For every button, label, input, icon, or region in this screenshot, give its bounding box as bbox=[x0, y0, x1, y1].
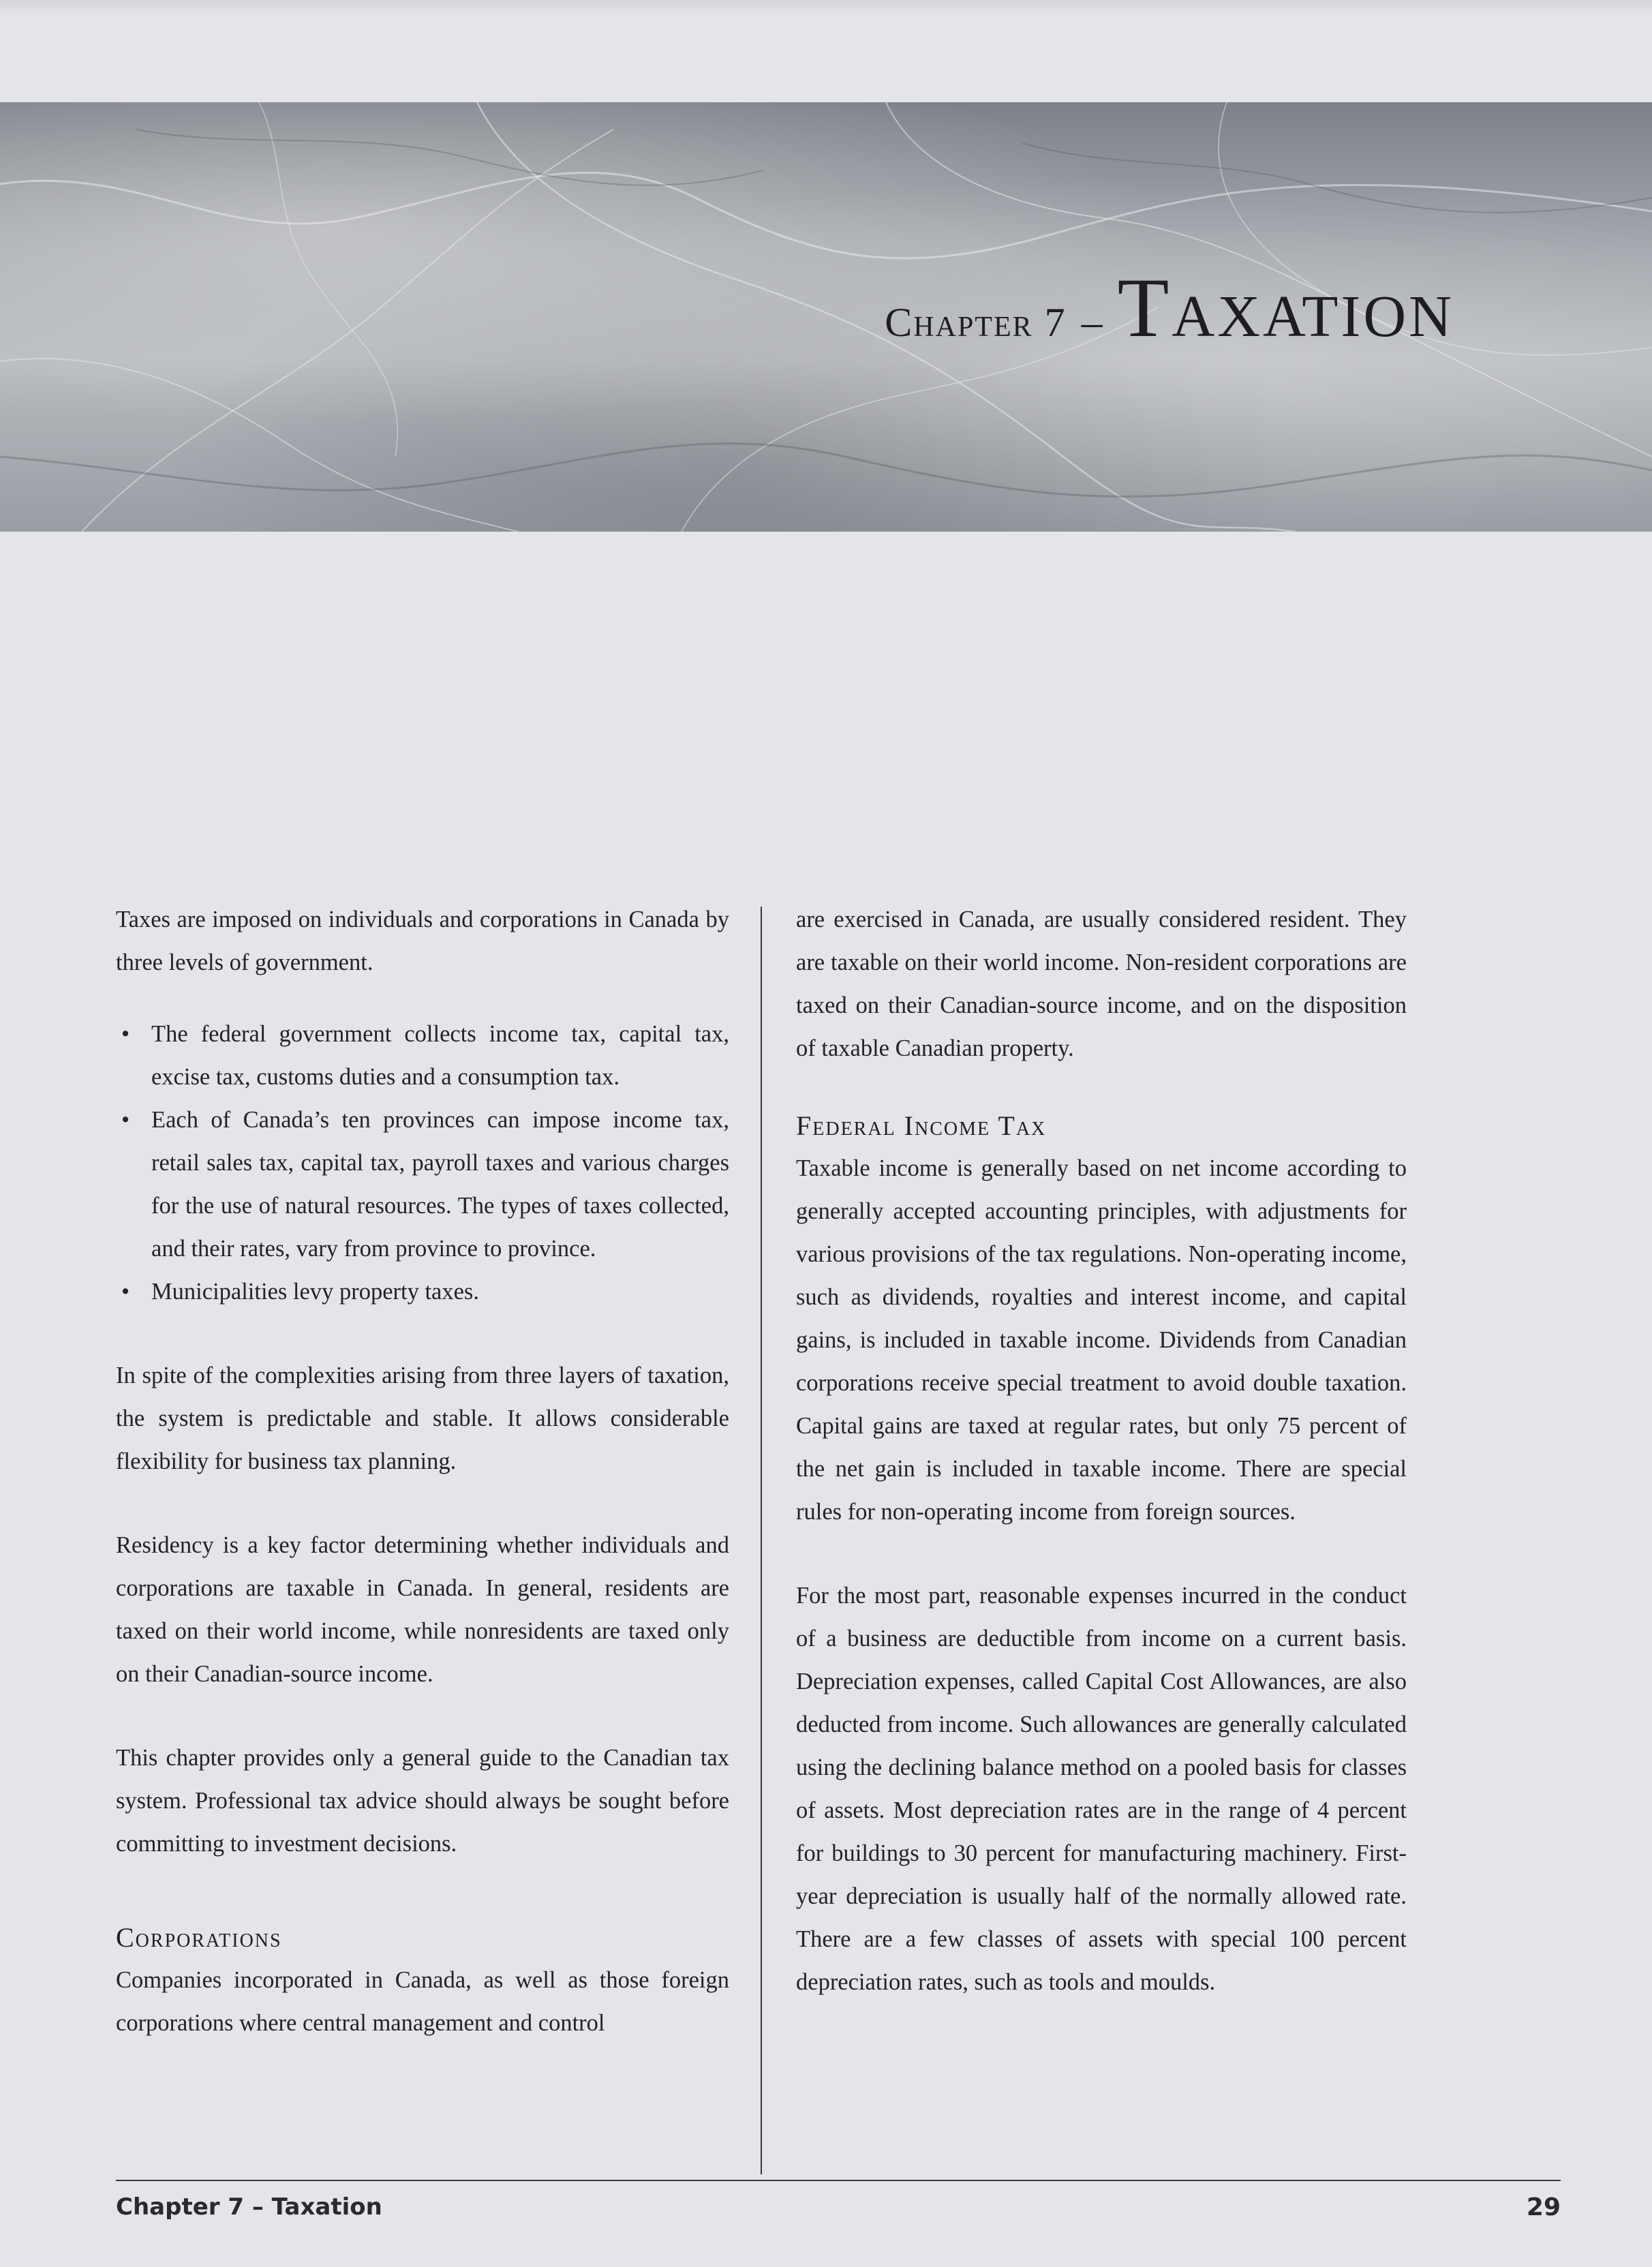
bullet-icon: • bbox=[121, 1021, 130, 1047]
intro-paragraph: Taxes are imposed on individuals and corporations in Canada by three levels of government. bbox=[116, 907, 729, 975]
footer-rule bbox=[116, 2180, 1561, 2181]
tax-levels-list bbox=[116, 1013, 729, 1313]
expenses-paragraph: For the most part, reasonable expenses incurred in the conduct of a business are deductible from income on a current basis. Depreciation expenses, called Capital Cost Allowances, are also deducted from income. Such allowances are generally calculated using the declining balance method on a pooled basis for classes of assets. Most depreciation rates are in the range of 4 percent for buildings to 30 percent for manufacturing machinery. First-year depreciation is usually half of the normally allowed rate. There are a few classes of assets with special 100 percent depreciation rates, such as tools and moulds. bbox=[796, 1583, 1407, 1995]
page-top-edge bbox=[0, 0, 1652, 16]
corporations-paragraph: Companies incorporated in Canada, as well as those foreign corporations where central management and control bbox=[116, 1967, 729, 2036]
bullet-text-federal: The federal government collects income tax, capital tax, excise tax, customs duties and a consumption tax. bbox=[151, 1021, 729, 1090]
bullet-icon: • bbox=[121, 1107, 130, 1133]
list-item bbox=[116, 1013, 729, 1099]
right-column bbox=[796, 898, 1407, 2004]
taxable-income-paragraph: Taxable income is generally based on net income according to generally accepted accounting principles, with adjustments for various provisions of the tax regulations. Non-operating income, such as dividends, royalties and interest income, and capital gains, is included in taxable income. Dividends from Canadian corporations receive special treatment to avoid double taxation. Capital gains are taxed at regular rates, but only 75 percent of the net gain is included in taxable income. There are special rules for non-operating income from foreign sources. bbox=[796, 1155, 1407, 1525]
chapter-banner bbox=[0, 102, 1652, 532]
list-item bbox=[116, 1271, 729, 1313]
guide-paragraph: This chapter provides only a general guide to the Canadian tax system. Professional tax advice should always be sought before committing to investment decisions. bbox=[116, 1745, 729, 1857]
residency-paragraph: Residency is a key factor determining whether individuals and corporations are taxable in Canada. In general, residents are taxed on their world income, while nonresidents are taxed only on their Canadian-source income. bbox=[116, 1532, 729, 1687]
chapter-label: Chapter 7 bbox=[885, 300, 1067, 345]
corporations-paragraph-continued: are exercised in Canada, are usually considered resident. They are taxable on their world income. Non-resident corporations are taxed on their Canadian-source income, and on the disposition of taxable Canadian property. bbox=[796, 907, 1407, 1061]
complexities-paragraph: In spite of the complexities arising from three layers of taxation, the system is predictable and stable. It allows considerable flexibility for business tax planning. bbox=[116, 1363, 729, 1474]
running-head: Chapter 7 – Taxation bbox=[116, 2193, 382, 2221]
chapter-name: Taxation bbox=[1117, 261, 1454, 354]
list-item bbox=[116, 1099, 729, 1271]
chapter-title-dash: – bbox=[1081, 299, 1103, 346]
left-column bbox=[116, 898, 729, 2045]
bullet-text-provinces: Each of Canada’s ten provinces can impose income tax, retail sales tax, capital tax, payroll taxes and various charges for the use of natural resources. The types of taxes collected, and their rates, vary from province to province. bbox=[151, 1107, 729, 1262]
federal-income-tax-heading: Federal Income Tax bbox=[796, 1110, 1047, 1141]
bullet-icon: • bbox=[121, 1279, 130, 1305]
page-number: 29 bbox=[1526, 2193, 1561, 2221]
chapter-title bbox=[885, 261, 1454, 354]
column-divider bbox=[761, 907, 762, 2174]
corporations-heading: Corporations bbox=[116, 1922, 282, 1953]
bullet-text-municipalities: Municipalities levy property taxes. bbox=[151, 1279, 479, 1305]
